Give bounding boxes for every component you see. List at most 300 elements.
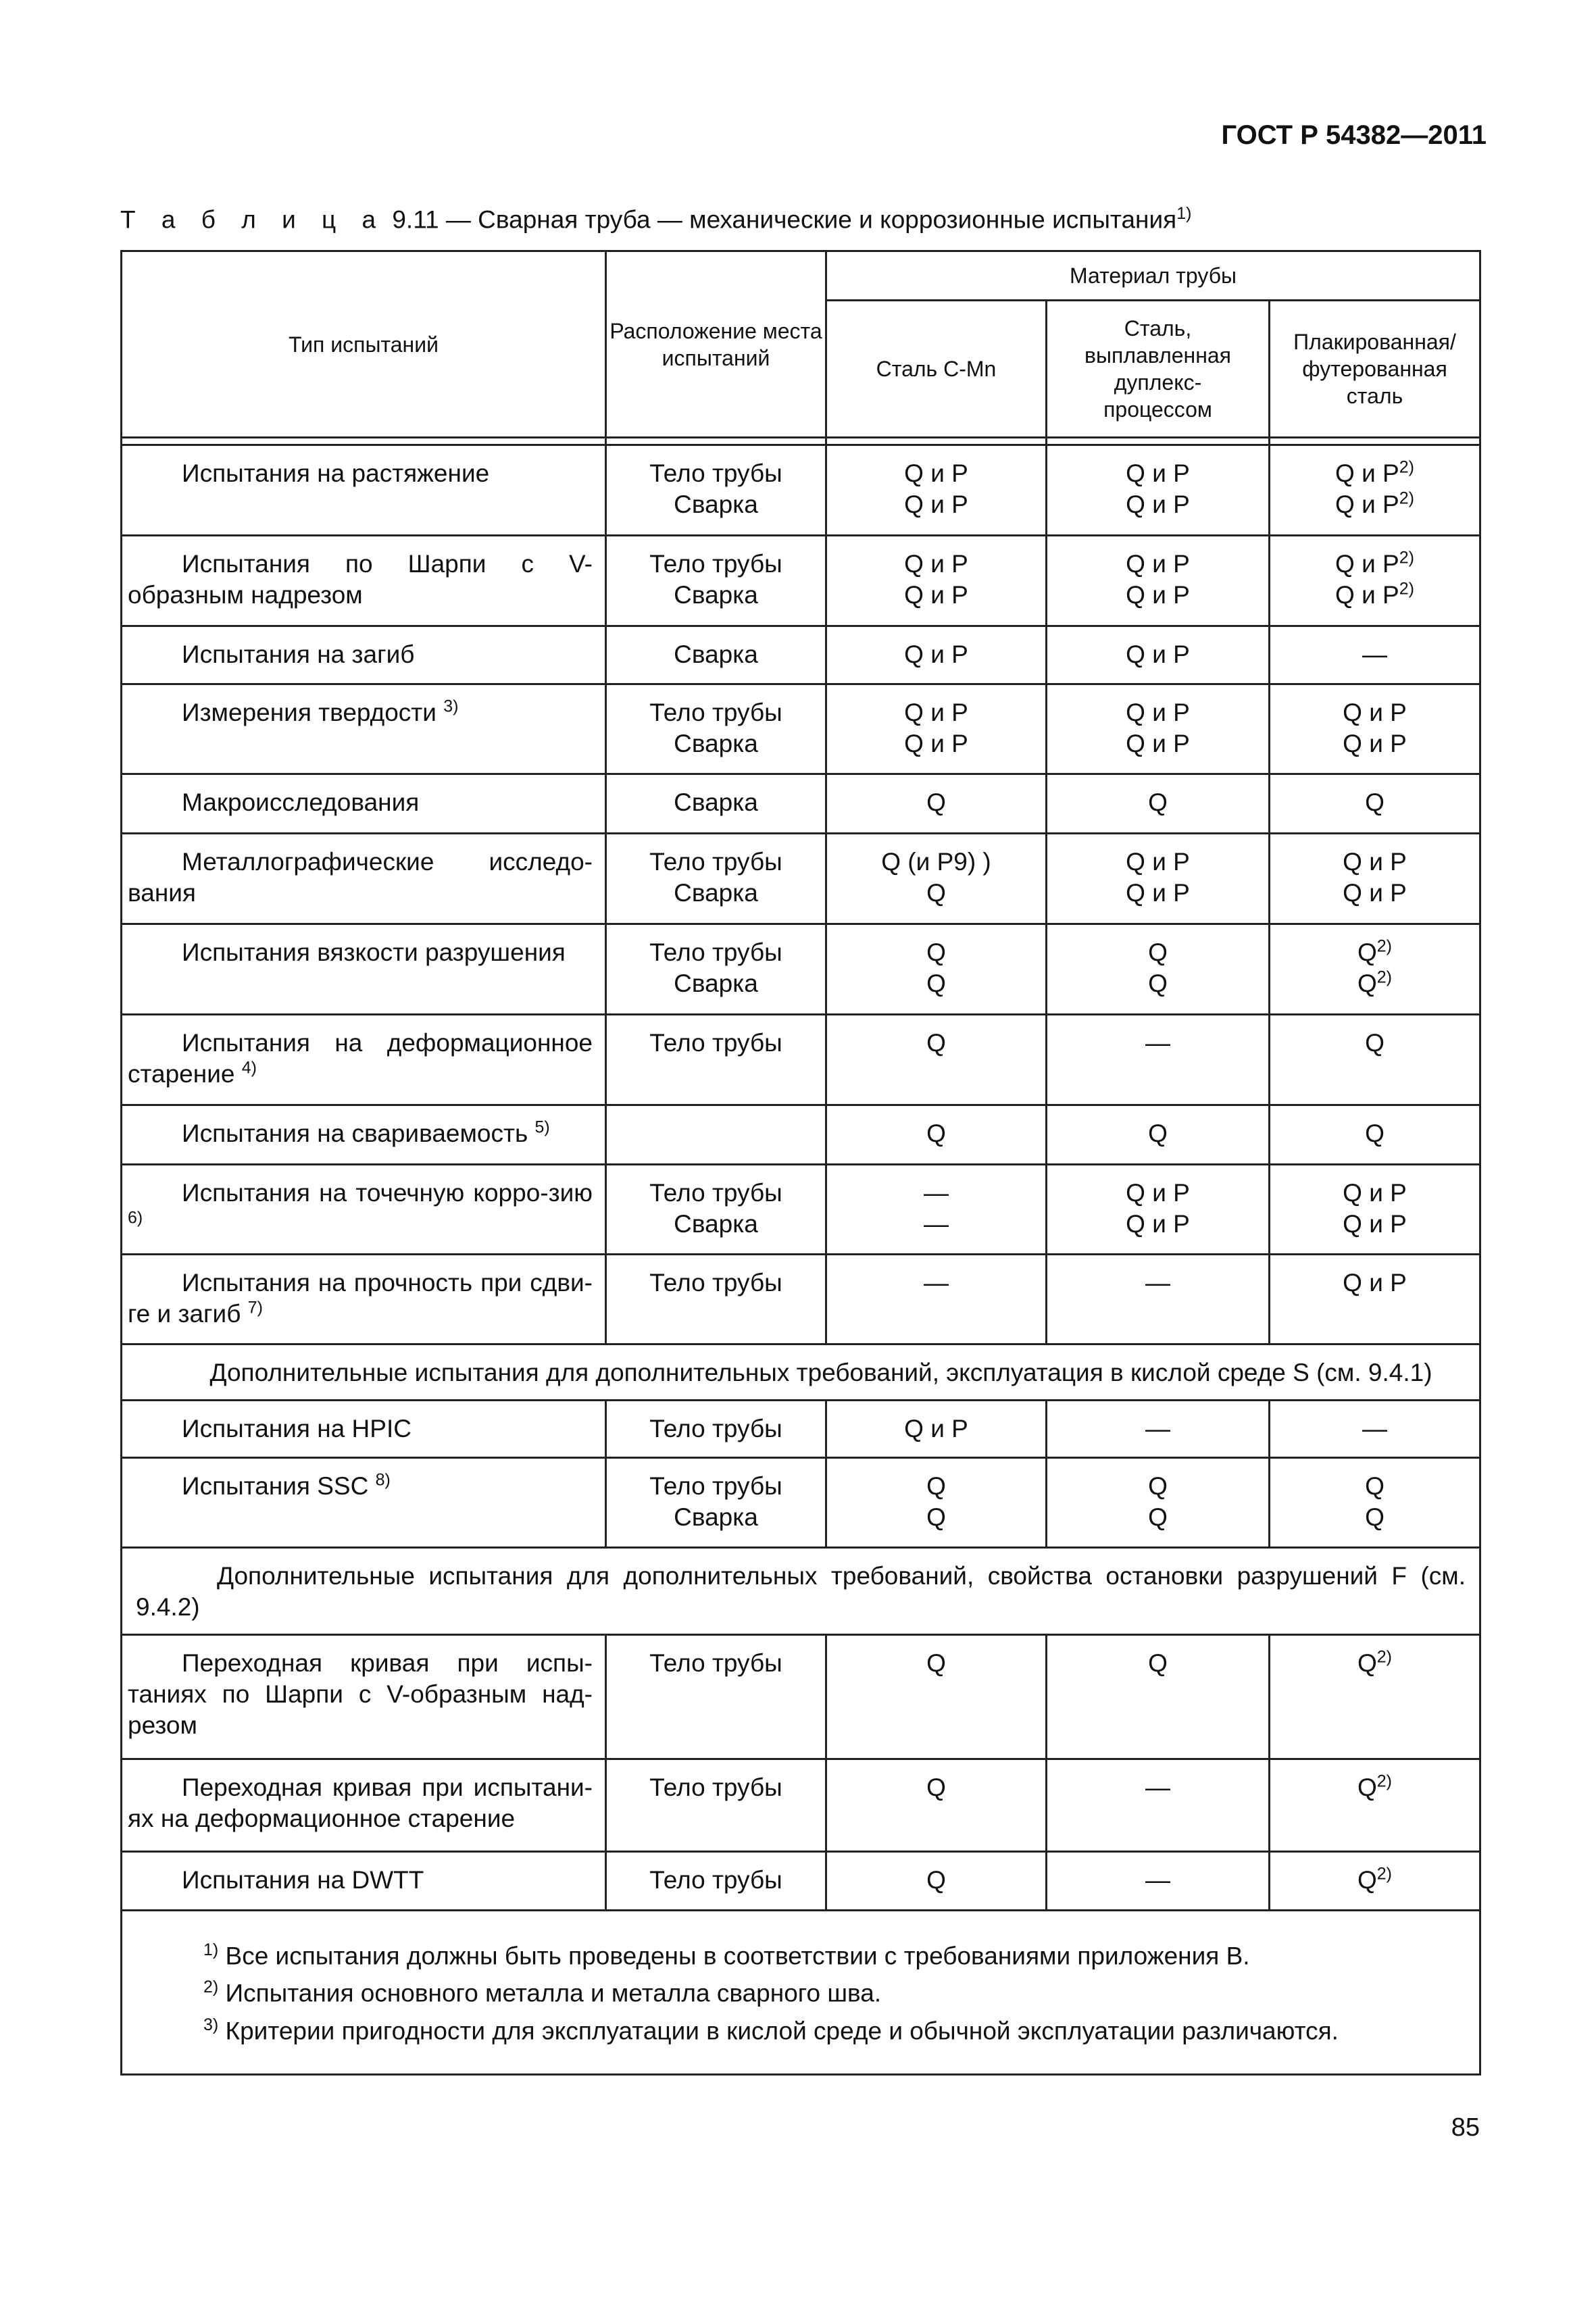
test-name-cell: [122, 1165, 606, 1255]
cell-line: [827, 1028, 1045, 1059]
cell-clad: [1270, 1852, 1480, 1911]
table-row: [122, 1635, 1480, 1759]
footnote-mark: 2): [1399, 457, 1414, 477]
test-name-cell: [122, 1105, 606, 1165]
test-name-footnote-mark: 7): [247, 1298, 263, 1317]
cell-line: [827, 1772, 1045, 1803]
cell-line: [1047, 549, 1268, 580]
test-name-cell: [122, 834, 606, 924]
cell-line: [607, 580, 825, 611]
cell-value: Q: [926, 1649, 946, 1677]
table-caption-text: 9.11 — Сварная труба — механические и коррозионные испытания: [385, 205, 1177, 234]
cell-value: Q и P: [1126, 459, 1190, 487]
cell-cmn: [826, 1015, 1047, 1105]
test-name: Испытания на HPIC: [182, 1415, 412, 1442]
cell-value: Q: [1148, 1120, 1168, 1147]
cell-value: —: [1362, 1415, 1388, 1442]
cell-value: Q: [1148, 788, 1168, 816]
cell-value: Q и P: [1343, 730, 1407, 757]
cell-cmn: [826, 774, 1047, 834]
cell-value: Q: [1365, 788, 1385, 816]
cell-line: [607, 1471, 825, 1502]
section-sour-service: [122, 1344, 1480, 1401]
cell-value: Q: [926, 1120, 946, 1147]
cell-value: Сварка: [674, 1210, 758, 1238]
footnote-mark: 2): [1376, 1771, 1393, 1791]
cell-duplex: [1047, 1759, 1270, 1852]
cell-value: Q: [1357, 970, 1377, 997]
test-name-cell: [122, 536, 606, 626]
cell-line: [1270, 1772, 1479, 1803]
cell-value: Q и P: [904, 640, 968, 668]
table-caption-prefix: Т а б л и ц а: [120, 205, 386, 234]
table-row: [122, 924, 1480, 1015]
cell-line: [1270, 697, 1479, 728]
cell-value: Сварка: [674, 640, 758, 668]
cell-duplex: [1047, 1015, 1270, 1105]
cell-loc: [606, 1255, 826, 1344]
cell-value: Q и P: [1343, 879, 1407, 907]
cell-line: [827, 1648, 1045, 1679]
cell-clad: [1270, 924, 1480, 1015]
cell-line: [1047, 878, 1268, 909]
cell-line: [1270, 787, 1479, 818]
cell-line: [607, 1209, 825, 1240]
cell-value: Q: [1148, 938, 1168, 966]
footnote-text: Все испытания должны быть проведены в соответствии с требованиями приложения В.: [218, 1942, 1250, 1970]
cell-value: Тело трубы: [649, 699, 782, 726]
cell-line: [1270, 1413, 1479, 1444]
cell-line: [1270, 489, 1479, 520]
cell-duplex: [1047, 1852, 1270, 1911]
cell-line: [607, 639, 825, 670]
document-standard-id: ГОСТ Р 54382—2011: [1221, 120, 1487, 150]
cell-clad: [1270, 1759, 1480, 1852]
cell-line: [1270, 1502, 1479, 1533]
test-name-footnote-mark: 5): [534, 1117, 550, 1137]
cell-line: [607, 937, 825, 968]
cell-cmn: [826, 1255, 1047, 1344]
cell-value: Q и P: [904, 699, 968, 726]
cell-value: Q (и P9) ): [881, 848, 991, 876]
table-row: [122, 1255, 1480, 1344]
table-body-fracture-arrest: [122, 1635, 1480, 1911]
table-row: [122, 834, 1480, 924]
test-name: Испытания на точечную корро-зию: [182, 1179, 593, 1207]
cell-line: [827, 580, 1045, 611]
test-name: Переходная кривая при испы-таниях по Шарпи с V-образным над-резом: [128, 1649, 593, 1739]
cell-duplex: [1047, 1165, 1270, 1255]
cell-line: [1270, 1865, 1479, 1896]
cell-line: [827, 878, 1045, 909]
cell-line: [827, 1178, 1045, 1209]
table-footnotes: [122, 1911, 1480, 2075]
cell-value: Тело трубы: [649, 550, 782, 578]
test-name-cell: [122, 626, 606, 684]
footnote: [203, 1934, 1466, 1971]
cell-line: [1047, 697, 1268, 728]
cell-line: [827, 1209, 1045, 1240]
cell-duplex: [1047, 1105, 1270, 1165]
cell-value: Q и P: [1126, 1210, 1190, 1238]
cell-cmn: [826, 1401, 1047, 1458]
cell-line: [607, 1028, 825, 1059]
cell-loc: [606, 445, 826, 536]
cell-value: Q: [926, 1472, 946, 1500]
cell-value: Тело трубы: [649, 1029, 782, 1057]
cell-line: [1270, 1471, 1479, 1502]
test-name-cell: [122, 684, 606, 774]
cell-line: [1047, 1648, 1268, 1679]
cell-line: [1047, 1772, 1268, 1803]
cell-line: [827, 489, 1045, 520]
table-row: [122, 1105, 1480, 1165]
table-row: [122, 1015, 1480, 1105]
cell-cmn: [826, 1105, 1047, 1165]
test-name-cell: [122, 1852, 606, 1911]
cell-value: —: [924, 1210, 949, 1238]
cell-cmn: [826, 445, 1047, 536]
cell-line: [1047, 787, 1268, 818]
footnote-text: Критерии пригодности для эксплуатации в кислой среде и обычной эксплуатации различаются.: [218, 2016, 1339, 2044]
footnote-mark: 2): [1376, 1647, 1393, 1667]
cell-line: [827, 728, 1045, 759]
cell-cmn: [826, 1635, 1047, 1759]
cell-value: —: [1362, 640, 1388, 668]
cell-value: Q: [926, 879, 946, 907]
cell-value: —: [1145, 1029, 1170, 1057]
cell-cmn: [826, 1165, 1047, 1255]
cell-value: Сварка: [674, 730, 758, 757]
cell-value: —: [1145, 1415, 1170, 1442]
cell-value: Тело трубы: [649, 1649, 782, 1677]
cell-line: [1047, 1471, 1268, 1502]
cell-line: [827, 1118, 1045, 1149]
cell-line: [1047, 1413, 1268, 1444]
cell-clad: [1270, 1401, 1480, 1458]
cell-cmn: [826, 834, 1047, 924]
table-row: [122, 1852, 1480, 1911]
cell-value: Q: [1357, 1774, 1377, 1801]
cell-loc: [606, 1165, 826, 1255]
cell-value: Q и P: [1126, 730, 1190, 757]
cell-line: [1047, 458, 1268, 489]
cell-line: [607, 847, 825, 878]
table-row: [122, 684, 1480, 774]
cell-clad: [1270, 445, 1480, 536]
test-name: Испытания по Шарпи с V-образным надрезом: [128, 550, 593, 609]
cell-line: [1047, 847, 1268, 878]
cell-value: Q: [1365, 1472, 1385, 1500]
test-name: Испытания на свариваемость: [182, 1120, 528, 1147]
cell-value: Q: [1357, 1649, 1377, 1677]
cell-clad: [1270, 1255, 1480, 1344]
cell-line: [827, 1267, 1045, 1299]
test-requirements-table: [120, 250, 1481, 2076]
cell-line: [1270, 968, 1479, 999]
table-row: [122, 1401, 1480, 1458]
table-caption: [120, 204, 1404, 234]
footnote-number: 2): [203, 1978, 219, 1997]
cell-line: [1270, 580, 1479, 611]
table-caption-footnote-mark: 1): [1176, 204, 1192, 223]
test-name-footnote-mark: 3): [443, 697, 459, 716]
cell-line: [1047, 1502, 1268, 1533]
cell-value: Сварка: [674, 788, 758, 816]
test-name-cell: [122, 774, 606, 834]
test-name: Испытания на деформационное старение: [128, 1029, 593, 1088]
test-name: Измерения твердости: [182, 699, 437, 726]
cell-line: [607, 1178, 825, 1209]
cell-value: Q: [1148, 1649, 1168, 1677]
cell-value: Q и P: [1126, 879, 1190, 907]
cell-line: [607, 1648, 825, 1679]
header-test-type: Тип испытаний: [122, 251, 606, 438]
cell-value: Q и P: [1126, 848, 1190, 876]
cell-value: Q и P: [904, 581, 968, 609]
cell-cmn: [826, 536, 1047, 626]
table-body-main: [122, 445, 1480, 1344]
cell-line: [607, 878, 825, 909]
test-name: Испытания вязкости разрушения: [182, 938, 566, 966]
test-name-cell: [122, 1635, 606, 1759]
cell-line: [1270, 937, 1479, 968]
section-title-sour-service: Дополнительные испытания для дополнительных требований, эксплуатация в кислой среде S (см. 9.4.1): [122, 1344, 1480, 1401]
cell-line: [607, 697, 825, 728]
cell-line: [607, 968, 825, 999]
cell-value: Сварка: [674, 879, 758, 907]
cell-line: [607, 489, 825, 520]
cell-loc: [606, 1852, 826, 1911]
cell-value: Q и P: [1126, 581, 1190, 609]
test-name: Испытания на загиб: [182, 640, 415, 668]
cell-line: [1270, 1178, 1479, 1209]
cell-loc: [606, 1458, 826, 1548]
test-name-cell: [122, 1759, 606, 1852]
cell-duplex: [1047, 834, 1270, 924]
cell-value: Q: [1365, 1120, 1385, 1147]
cell-value: Тело трубы: [649, 1866, 782, 1894]
table-row: [122, 774, 1480, 834]
cell-value: Сварка: [674, 581, 758, 609]
cell-line: [827, 1502, 1045, 1533]
cell-loc: [606, 774, 826, 834]
cell-clad: [1270, 536, 1480, 626]
cell-line: [1047, 728, 1268, 759]
footnote-mark: 2): [1376, 1864, 1393, 1884]
cell-value: Сварка: [674, 1503, 758, 1531]
cell-loc: [606, 626, 826, 684]
cell-loc: [606, 684, 826, 774]
section-title-fracture-arrest-text: Дополнительные испытания для дополнительных требований, свойства остановки разрушений F (см. 9.4.2): [136, 1562, 1466, 1621]
cell-line: [1047, 968, 1268, 999]
cell-value: Сварка: [674, 970, 758, 997]
cell-duplex: [1047, 1635, 1270, 1759]
cell-cmn: [826, 1759, 1047, 1852]
cell-loc: [606, 1105, 826, 1165]
cell-value: Q: [926, 970, 946, 997]
cell-loc: [606, 1759, 826, 1852]
cell-clad: [1270, 1165, 1480, 1255]
cell-clad: [1270, 774, 1480, 834]
cell-line: [607, 458, 825, 489]
cell-value: Q и P: [1126, 699, 1190, 726]
cell-line: [1047, 1267, 1268, 1299]
table-row: [122, 536, 1480, 626]
cell-line: [607, 1502, 825, 1533]
cell-value: —: [924, 1179, 949, 1207]
cell-value: Тело трубы: [649, 938, 782, 966]
cell-value: Q и P: [904, 491, 968, 518]
cell-duplex: [1047, 445, 1270, 536]
cell-clad: [1270, 834, 1480, 924]
cell-line: [827, 1413, 1045, 1444]
cell-line: [1047, 639, 1268, 670]
cell-value: Q и P: [1343, 848, 1407, 876]
section-fracture-arrest: [122, 1548, 1480, 1635]
header-location: Расположение места испытаний: [606, 251, 826, 438]
cell-value: —: [1145, 1866, 1170, 1894]
test-name: Испытания на растяжение: [182, 459, 490, 487]
cell-value: Тело трубы: [649, 1774, 782, 1801]
cell-value: —: [924, 1269, 949, 1297]
test-name: Макроисследования: [182, 788, 420, 816]
page-number: 85: [1451, 2113, 1480, 2142]
cell-value: Q и P: [904, 459, 968, 487]
cell-duplex: [1047, 1401, 1270, 1458]
cell-value: Q и P: [1335, 581, 1399, 609]
test-name: Переходная кривая при испытани-ях на деформационное старение: [128, 1774, 593, 1832]
cell-line: [607, 1267, 825, 1299]
cell-line: [1270, 847, 1479, 878]
cell-value: Тело трубы: [649, 459, 782, 487]
cell-line: [607, 1865, 825, 1896]
table-row: [122, 626, 1480, 684]
cell-loc: [606, 536, 826, 626]
footnote-number: 1): [203, 1940, 219, 1959]
test-name: Испытания на DWTT: [182, 1866, 424, 1894]
cell-line: [1270, 1209, 1479, 1240]
cell-line: [607, 728, 825, 759]
footnote-text: Испытания основного металла и металла сварного шва.: [218, 1979, 882, 2007]
cell-clad: [1270, 1105, 1480, 1165]
cell-line: [827, 1865, 1045, 1896]
header-pipe-material: Материал трубы: [826, 251, 1480, 301]
cell-value: Q и P: [1343, 699, 1407, 726]
table-row: [122, 1165, 1480, 1255]
cell-line: [607, 1413, 825, 1444]
cell-value: Q и P: [1335, 459, 1399, 487]
test-name: Металлографические исследо-вания: [128, 848, 593, 907]
cell-value: Q и P: [1126, 1179, 1190, 1207]
cell-value: Q: [1148, 970, 1168, 997]
cell-clad: [1270, 1458, 1480, 1548]
cell-value: Q и P: [1335, 550, 1399, 578]
cell-line: [1047, 1209, 1268, 1240]
cell-value: Q: [926, 1029, 946, 1057]
footnote: [203, 1971, 1466, 2009]
cell-duplex: [1047, 1255, 1270, 1344]
cell-duplex: [1047, 684, 1270, 774]
cell-duplex: [1047, 774, 1270, 834]
cell-duplex: [1047, 924, 1270, 1015]
cell-loc: [606, 1015, 826, 1105]
table-row: [122, 445, 1480, 536]
test-name-cell: [122, 445, 606, 536]
cell-value: Q: [1148, 1472, 1168, 1500]
cell-line: [1270, 458, 1479, 489]
cell-line: [1270, 728, 1479, 759]
cell-line: [1270, 1118, 1479, 1149]
cell-clad: [1270, 684, 1480, 774]
cell-line: [1270, 1028, 1479, 1059]
test-name-footnote-mark: 8): [375, 1470, 391, 1490]
cell-cmn: [826, 684, 1047, 774]
cell-value: Q и P: [1343, 1269, 1407, 1297]
footnote-mark: 2): [1376, 936, 1393, 956]
cell-duplex: [1047, 536, 1270, 626]
cell-clad: [1270, 1015, 1480, 1105]
cell-line: [827, 1471, 1045, 1502]
cell-value: Q и P: [1126, 640, 1190, 668]
cell-line: [1047, 489, 1268, 520]
cell-line: [827, 937, 1045, 968]
cell-cmn: [826, 1458, 1047, 1548]
footnote-mark: 2): [1399, 488, 1414, 508]
cell-value: Тело трубы: [649, 848, 782, 876]
cell-value: Q: [926, 1866, 946, 1894]
cell-value: Тело трубы: [649, 1472, 782, 1500]
test-name: Испытания SSC: [182, 1472, 369, 1500]
test-name-cell: [122, 1458, 606, 1548]
cell-value: Q: [926, 788, 946, 816]
cell-value: Q: [926, 1774, 946, 1801]
footnote-number: 3): [203, 2015, 219, 2034]
cell-value: Q и P: [1126, 550, 1190, 578]
header-steel-duplex: Сталь, выплавленная дуплекс-процессом: [1047, 301, 1270, 438]
cell-value: Q и P: [904, 1415, 968, 1442]
cell-line: [827, 847, 1045, 878]
footnote-mark: 2): [1376, 967, 1393, 987]
footnotes-cell: [122, 1911, 1480, 2075]
cell-value: Q и P: [904, 550, 968, 578]
cell-value: Q и P: [904, 730, 968, 757]
cell-line: [827, 458, 1045, 489]
cell-line: [827, 968, 1045, 999]
cell-value: Q: [1365, 1029, 1385, 1057]
cell-line: [1270, 1648, 1479, 1679]
test-name-footnote-mark: 6): [128, 1208, 143, 1228]
cell-value: Тело трубы: [649, 1179, 782, 1207]
cell-value: Q и P: [1343, 1179, 1407, 1207]
cell-value: Q: [1357, 938, 1377, 966]
table-row: [122, 1759, 1480, 1852]
cell-cmn: [826, 626, 1047, 684]
cell-value: Q: [1357, 1866, 1377, 1894]
cell-value: Сварка: [674, 491, 758, 518]
cell-line: [607, 787, 825, 818]
test-name-footnote-mark: 4): [241, 1058, 257, 1078]
cell-clad: [1270, 626, 1480, 684]
table-row: [122, 1458, 1480, 1548]
footnote-mark: 2): [1399, 548, 1414, 568]
cell-value: Тело трубы: [649, 1269, 782, 1297]
cell-value: Q: [1148, 1503, 1168, 1531]
cell-line: [607, 1772, 825, 1803]
cell-line: [1047, 1118, 1268, 1149]
cell-line: [1047, 580, 1268, 611]
cell-value: Q и P: [1126, 491, 1190, 518]
